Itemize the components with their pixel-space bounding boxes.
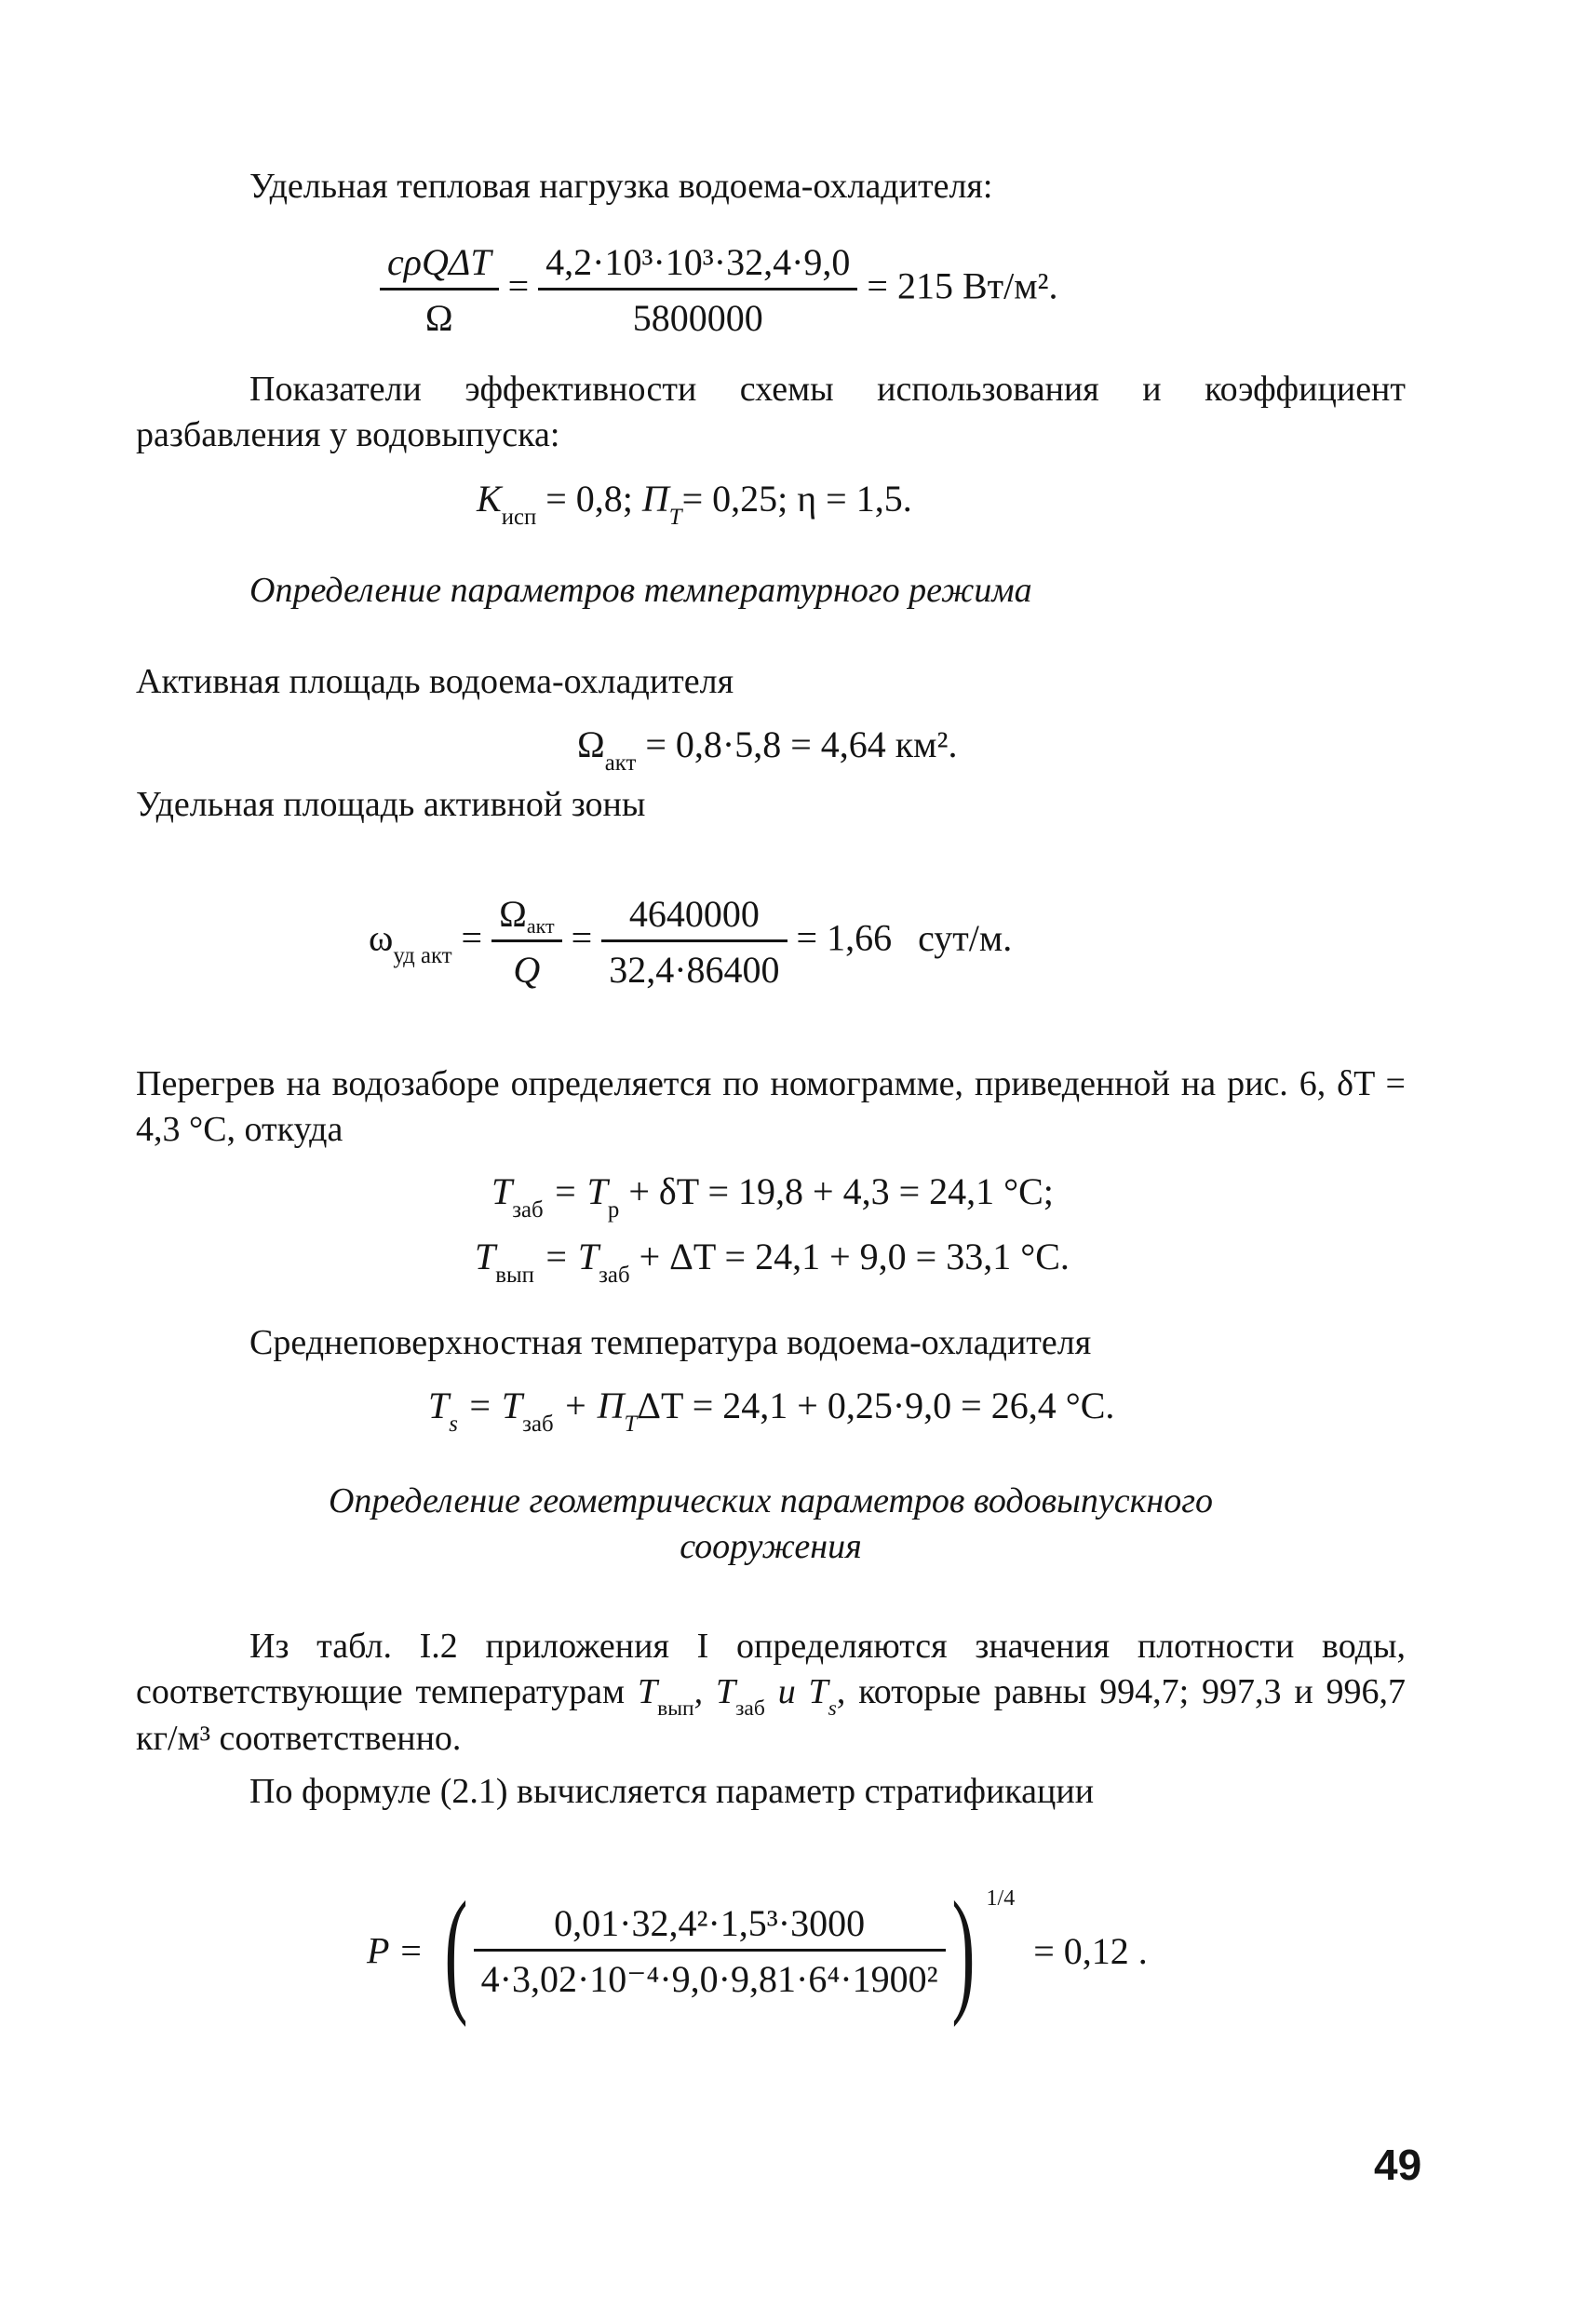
section-heading-temperature (249, 568, 1413, 614)
p-subscript: T (668, 504, 682, 530)
formula-surface-temperature (428, 1384, 1115, 1437)
fraction-denominator: Q (513, 949, 541, 991)
t-symbol: и T (764, 1672, 828, 1712)
paragraph-text: Удельная тепловая нагрузка водоема-охладителя: (249, 167, 993, 206)
fraction-numeric (538, 240, 857, 340)
formula-outlet-temperature (475, 1235, 1070, 1288)
p-subscript: T (624, 1411, 638, 1437)
t-symbol: T (491, 1170, 513, 1212)
omega-lower-symbol: ω (369, 916, 394, 959)
formula-result: = 0,12 . (1033, 1929, 1148, 1972)
eta-value: η = 1,5. (797, 478, 912, 520)
p-value: = 0,25; (681, 478, 788, 520)
paragraph-text: Среднеповерхностная температура водоема-охладителя (249, 1323, 1092, 1362)
left-parenthesis: ( (444, 1873, 468, 2028)
equals-sign: = (571, 916, 602, 959)
fraction-denominator: Ω (424, 297, 453, 339)
t-subscript: вып (657, 1696, 694, 1722)
paragraph-surface-temperature (249, 1320, 1413, 1366)
t-symbol: = T (457, 1385, 523, 1426)
omega-symbol: Ω (499, 893, 527, 935)
fraction-numerator: 4,2·10³·10³·32,4·9,0 (538, 240, 857, 290)
omega-subscript: акт (526, 913, 555, 938)
formula-value: + ΔT = 24,1 + 9,0 = 33,1 °C. (629, 1236, 1070, 1277)
fraction-numerator (491, 892, 562, 942)
fraction-numeric (601, 892, 787, 992)
t-symbol: T (428, 1385, 450, 1426)
formula-value: ΔT = 24,1 + 0,25·9,0 = 26,4 °C. (637, 1385, 1115, 1426)
k-value: = 0,8; (536, 478, 633, 520)
paragraph-efficiency (136, 367, 1406, 459)
formula-heat-load (380, 240, 1058, 340)
t-subscript: заб (512, 1196, 544, 1223)
t-subscript: заб (599, 1262, 630, 1288)
paragraph-stratification (249, 1769, 1413, 1815)
t-subscript: s (449, 1411, 458, 1437)
paragraph-text: По формуле (2.1) вычисляется параметр стратификации (249, 1772, 1095, 1811)
paragraph-text: Перегрев на водозаборе определяется по номограмме, приведенной на рис. 6, δT = 4,3 °C, откуда (136, 1064, 1406, 1150)
p-symbol: + П (553, 1385, 625, 1426)
omega-subscript: акт (604, 750, 637, 776)
paragraph-density (136, 1624, 1406, 1762)
paragraph-heat-load (249, 164, 1413, 209)
paragraph-text: Активная площадь водоема-охладителя (136, 662, 734, 701)
formula-result: = 1,66 (796, 916, 893, 959)
paragraph-text: Показатели эффективности схемы использования и коэффициент разбавления у водовыпуска: (136, 370, 1406, 455)
p-symbol: P = (367, 1929, 424, 1972)
t-subscript: s (828, 1696, 837, 1722)
fraction-numerator: cρQΔT (380, 240, 499, 290)
fraction-numerator: 0,01·32,4²·1,5³·3000 (474, 1901, 946, 1952)
formula-specific-area (369, 892, 1012, 992)
formula-intake-temperature (491, 1169, 1054, 1223)
t-symbol: = T (533, 1236, 599, 1277)
section-heading-geometry (136, 1479, 1406, 1571)
paragraph-text: Из табл. I.2 приложения I определяются значения плотности воды, соответствующие температурам (136, 1627, 1406, 1712)
fraction-denominator: 5800000 (632, 297, 763, 339)
k-symbol: K (477, 478, 502, 520)
equals-sign: = (507, 264, 539, 307)
paragraph-overheat (136, 1061, 1406, 1154)
fraction-numerator: 4640000 (601, 892, 787, 942)
equals-sign: = (461, 916, 492, 959)
paragraph-text: , которые равны 994,7; 997,3 и 996,7 кг/м³ соответственно. (136, 1672, 1407, 1758)
fraction-stratification (474, 1901, 946, 2001)
right-parenthesis: ) (951, 1873, 976, 2028)
omega-lower-subscript: уд акт (393, 943, 452, 969)
fraction-denominator: 32,4·86400 (609, 949, 780, 991)
t-subscript: заб (735, 1696, 765, 1722)
fraction-symbolic (380, 240, 499, 340)
formula-result: = 215 Вт/м². (867, 264, 1058, 307)
heading-text: Определение параметров температурного режима (249, 571, 1032, 610)
formula-value: = 0,8·5,8 = 4,64 км². (636, 723, 958, 765)
t-symbol: , T (693, 1672, 736, 1712)
t-subscript: вып (495, 1262, 534, 1288)
t-symbol: T (637, 1672, 658, 1712)
page-number: 49 (1374, 2141, 1422, 2189)
formula-unit: сут/м. (918, 916, 1013, 959)
fraction-denominator: 4·3,02·10⁻⁴·9,0·9,81·6⁴·1900² (480, 1957, 938, 2000)
paragraph-text: Удельная площадь активной зоны (136, 785, 646, 824)
fraction-symbolic (491, 892, 562, 992)
formula-coefficients (477, 477, 912, 530)
t-subscript: р (607, 1196, 620, 1223)
t-subscript: заб (522, 1411, 554, 1437)
exponent: 1/4 (986, 1885, 1016, 1911)
p-symbol: П (641, 478, 669, 520)
formula-active-area (577, 723, 958, 776)
paragraph-active-area (136, 659, 1346, 705)
heading-line: сооружения (680, 1527, 862, 1567)
heading-line: Определение геометрических параметров водовыпускного (328, 1481, 1214, 1520)
paragraph-specific-area (136, 782, 1346, 828)
formula-value: + δT = 19,8 + 4,3 = 24,1 °C; (619, 1170, 1054, 1212)
t-symbol: T (475, 1236, 496, 1277)
t-symbol: = T (543, 1170, 608, 1212)
k-subscript: исп (501, 504, 537, 530)
formula-stratification (367, 1873, 1148, 2028)
omega-symbol: Ω (577, 723, 605, 765)
